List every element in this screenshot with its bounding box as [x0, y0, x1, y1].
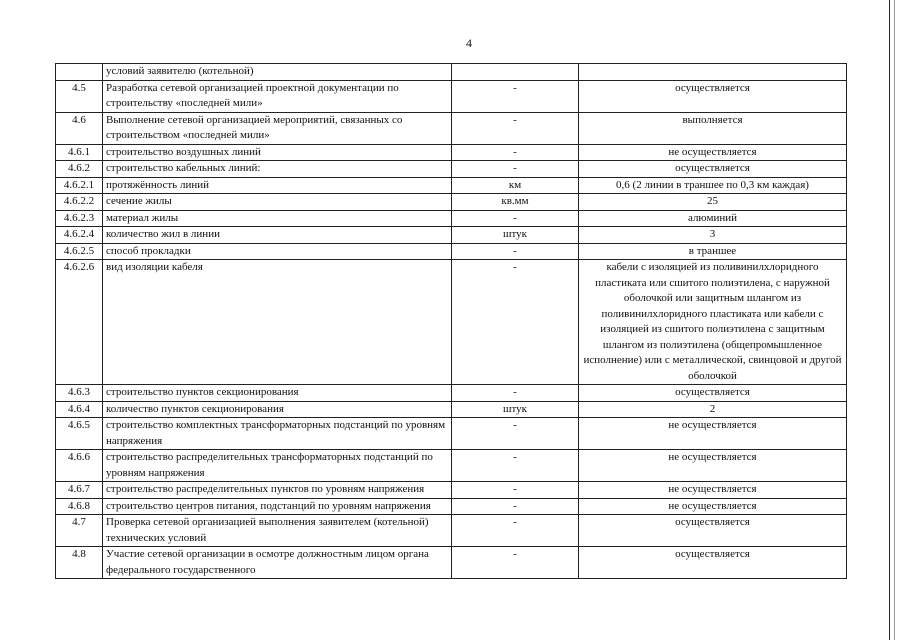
row-value: 0,6 (2 линии в траншее по 0,3 км каждая)	[579, 177, 847, 194]
row-value: 3	[579, 227, 847, 244]
row-value: алюминий	[579, 210, 847, 227]
row-description: протяжённость линий	[103, 177, 452, 194]
row-description: вид изоляции кабеля	[103, 260, 452, 385]
table-row	[56, 243, 847, 260]
row-number: 4.6.5	[56, 418, 103, 450]
row-unit: км	[452, 177, 579, 194]
row-unit: -	[452, 385, 579, 402]
row-description: количество пунктов секционирования	[103, 401, 452, 418]
table-row	[56, 260, 847, 385]
row-value: в траншее	[579, 243, 847, 260]
row-unit: -	[452, 243, 579, 260]
row-number: 4.6.2.3	[56, 210, 103, 227]
row-number: 4.6	[56, 112, 103, 144]
row-description: Разработка сетевой организацией проектной документации по строительству «последней мили»	[103, 80, 452, 112]
row-number: 4.6.7	[56, 482, 103, 499]
row-unit: -	[452, 144, 579, 161]
row-value: 2	[579, 401, 847, 418]
row-unit: -	[452, 210, 579, 227]
table-row	[56, 515, 847, 547]
table-row	[56, 144, 847, 161]
row-number: 4.6.8	[56, 498, 103, 515]
row-unit: -	[452, 515, 579, 547]
row-description: способ прокладки	[103, 243, 452, 260]
table-row	[56, 418, 847, 450]
row-description: сечение жилы	[103, 194, 452, 211]
row-description: материал жилы	[103, 210, 452, 227]
row-number: 4.6.2.6	[56, 260, 103, 385]
row-number: 4.6.2.2	[56, 194, 103, 211]
row-number: 4.6.2.4	[56, 227, 103, 244]
row-unit: -	[452, 482, 579, 499]
table-row	[56, 547, 847, 579]
row-description: строительство воздушных линий	[103, 144, 452, 161]
row-number: 4.6.4	[56, 401, 103, 418]
row-unit: -	[452, 418, 579, 450]
row-description: Участие сетевой организации в осмотре должностным лицом органа федерального государственного	[103, 547, 452, 579]
row-number: 4.6.6	[56, 450, 103, 482]
table-row	[56, 161, 847, 178]
row-unit: -	[452, 112, 579, 144]
specification-table	[55, 63, 847, 579]
row-description: строительство распределительных трансформаторных подстанций по уровням напряжения	[103, 450, 452, 482]
table-row	[56, 64, 847, 81]
page-edge-line	[894, 0, 895, 640]
row-number	[56, 64, 103, 81]
table-row	[56, 177, 847, 194]
row-value: не осуществляется	[579, 482, 847, 499]
row-unit: -	[452, 260, 579, 385]
table-row	[56, 401, 847, 418]
row-number: 4.8	[56, 547, 103, 579]
row-value: осуществляется	[579, 80, 847, 112]
row-unit: -	[452, 80, 579, 112]
row-value: не осуществляется	[579, 498, 847, 515]
page-number: 4	[466, 36, 472, 50]
table-row	[56, 385, 847, 402]
row-value: осуществляется	[579, 385, 847, 402]
row-number: 4.6.2.1	[56, 177, 103, 194]
table-row	[56, 450, 847, 482]
row-description: строительство распределительных пунктов по уровням напряжения	[103, 482, 452, 499]
table-row	[56, 482, 847, 499]
row-value: осуществляется	[579, 547, 847, 579]
row-number: 4.6.2.5	[56, 243, 103, 260]
row-number: 4.6.1	[56, 144, 103, 161]
row-description: Проверка сетевой организацией выполнения заявителем (котельной) технических условий	[103, 515, 452, 547]
table-row	[56, 210, 847, 227]
row-value: кабели с изоляцией из поливинилхлоридного пластиката или сшитого полиэтилена, с наружной оболочкой или защитным шлангом из поливинилхлоридного пластиката или кабели с изоляцией из сшитого полиэтилена с защитным шлангом из полиэтилена (общепромышленное исполнение) или с металлической, свинцовой и другой оболочкой	[579, 260, 847, 385]
table-row	[56, 227, 847, 244]
row-value: осуществляется	[579, 161, 847, 178]
row-unit	[452, 64, 579, 81]
row-value	[579, 64, 847, 81]
row-number: 4.7	[56, 515, 103, 547]
row-unit: -	[452, 547, 579, 579]
page-edge-line	[889, 0, 890, 640]
row-value: не осуществляется	[579, 450, 847, 482]
row-value: не осуществляется	[579, 144, 847, 161]
row-value: осуществляется	[579, 515, 847, 547]
row-number: 4.6.3	[56, 385, 103, 402]
row-number: 4.5	[56, 80, 103, 112]
table-row	[56, 498, 847, 515]
row-description: строительство комплектных трансформаторных подстанций по уровням напряжения	[103, 418, 452, 450]
row-number: 4.6.2	[56, 161, 103, 178]
table-row	[56, 112, 847, 144]
row-description: строительство пунктов секционирования	[103, 385, 452, 402]
row-unit: -	[452, 498, 579, 515]
row-description: количество жил в линии	[103, 227, 452, 244]
row-value: не осуществляется	[579, 418, 847, 450]
row-unit: штук	[452, 227, 579, 244]
row-description: условий заявителю (котельной)	[103, 64, 452, 81]
row-unit: штук	[452, 401, 579, 418]
row-unit: кв.мм	[452, 194, 579, 211]
row-value: выполняется	[579, 112, 847, 144]
row-description: строительство кабельных линий:	[103, 161, 452, 178]
table-row	[56, 194, 847, 211]
row-value: 25	[579, 194, 847, 211]
table-row	[56, 80, 847, 112]
row-description: строительство центров питания, подстанций по уровням напряжения	[103, 498, 452, 515]
row-description: Выполнение сетевой организацией мероприятий, связанных со строительством «последней мили»	[103, 112, 452, 144]
row-unit: -	[452, 161, 579, 178]
row-unit: -	[452, 450, 579, 482]
